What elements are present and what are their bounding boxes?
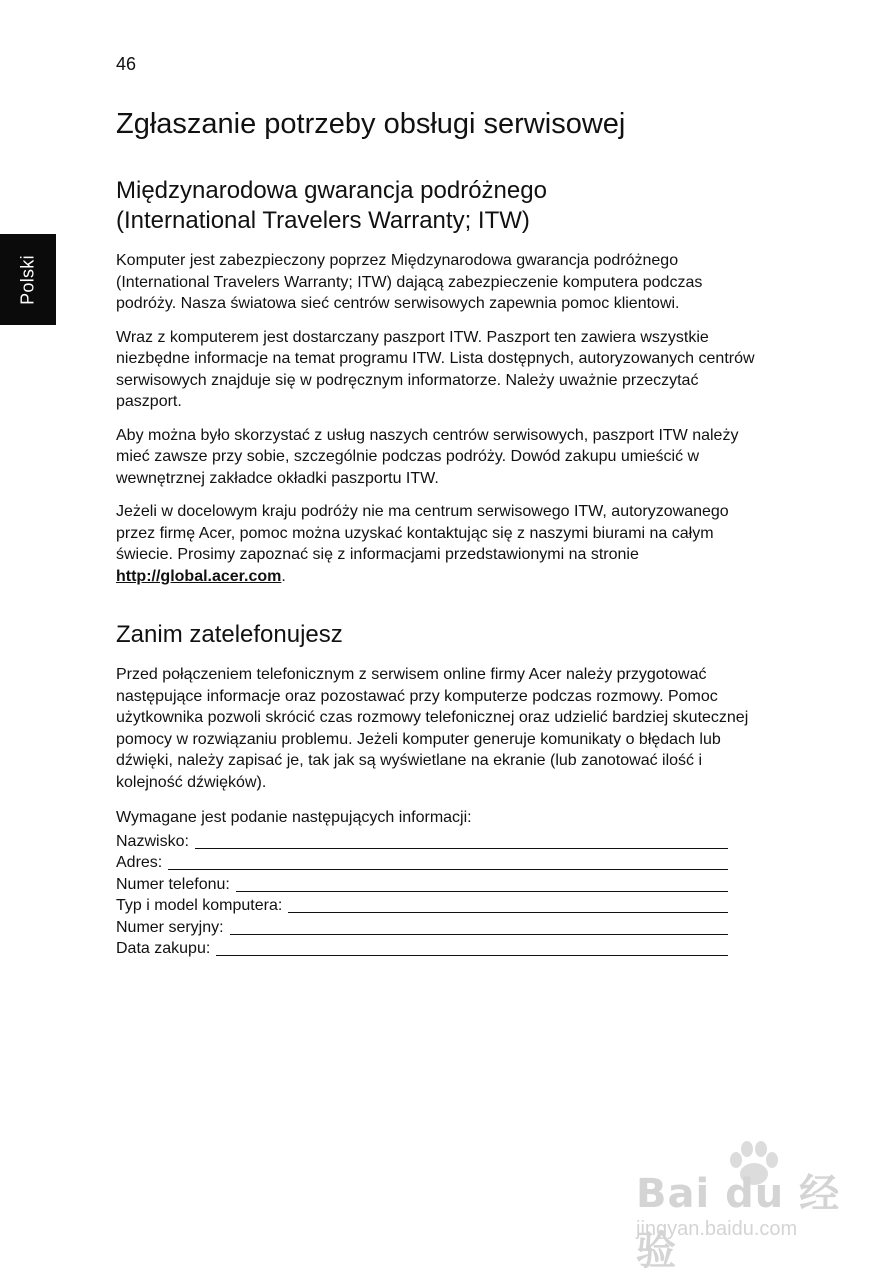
itw-heading-line2: (International Travelers Warranty; ITW) bbox=[116, 207, 530, 234]
itw-paragraph-3: Aby można było skorzystać z usług naszych centrów serwisowych, paszport ITW należy mieć zawsze przy sobie, szczególnie podczas podróży. Dowód zakupu umieścić w wewnętrznej zakładce okładki paszportu ITW. bbox=[116, 426, 739, 487]
form-label-name: Nazwisko: bbox=[116, 832, 189, 850]
info-form bbox=[116, 829, 728, 958]
itw-paragraph-2: Wraz z komputerem jest dostarczany paszport ITW. Paszport ten zawiera wszystkie niezbędne informacje na temat programu ITW. Lista dostępnych, autoryzowanych centrów serwisowych znajduje się w podręcznym informatorze. Należy uważnie przeczytać paszport. bbox=[116, 328, 755, 410]
before-call-body bbox=[116, 664, 756, 805]
form-label-address: Adres: bbox=[116, 854, 163, 871]
form-row-phone bbox=[116, 872, 728, 894]
form-line-address bbox=[168, 855, 728, 870]
itw-heading-line1: Międzynarodowa gwarancja podróżnego bbox=[116, 177, 547, 204]
form-line-name bbox=[195, 834, 728, 849]
form-line-phone bbox=[236, 877, 728, 892]
form-label-purchase-date: Data zakupu: bbox=[116, 940, 211, 957]
form-row-address bbox=[116, 851, 728, 873]
itw-paragraph-1: Komputer jest zabezpieczony poprzez Międzynarodowa gwarancja podróżnego (International Travelers Warranty; ITW) dającą zabezpieczenie komputera podczas podróży. Nasza światowa sieć centrów serwisowych zapewnia pomoc klientowi. bbox=[116, 252, 703, 312]
itw-paragraph-4-text: Jeżeli w docelowym kraju podróży nie ma centrum serwisowego ITW, autoryzowanego przez firmę Acer, pomoc można uzyskać kontaktując się z naszymi biurami na całym świecie. Prosimy zapoznać się z informacjami przedstawionymi na stronie bbox=[116, 503, 729, 563]
form-intro: Wymagane jest podanie następujących informacji: bbox=[116, 809, 472, 826]
form-row-serial bbox=[116, 915, 728, 937]
language-side-tab-label: Polski bbox=[17, 254, 38, 305]
itw-paragraph-4-suffix: . bbox=[281, 567, 286, 585]
language-side-tab bbox=[0, 234, 56, 325]
before-call-heading: Zanim zatelefonujesz bbox=[116, 621, 343, 648]
itw-heading bbox=[116, 176, 547, 236]
watermark-logo: Bai du 经验 bbox=[636, 1171, 841, 1274]
form-line-serial bbox=[230, 920, 728, 935]
form-label-model: Typ i model komputera: bbox=[116, 897, 283, 914]
form-line-model bbox=[288, 898, 728, 913]
itw-body bbox=[116, 250, 756, 599]
form-row-purchase-date bbox=[116, 937, 728, 959]
page-number: 46 bbox=[116, 54, 137, 74]
page-title: Zgłaszanie potrzeby obsługi serwisowej bbox=[116, 108, 626, 140]
form-row-model bbox=[116, 894, 728, 916]
baidu-watermark bbox=[636, 1140, 846, 1274]
watermark-url: jingyan.baidu.com bbox=[636, 1218, 798, 1240]
itw-paragraph-4 bbox=[116, 501, 756, 587]
form-row-name bbox=[116, 829, 728, 851]
form-line-purchase-date bbox=[216, 941, 728, 956]
acer-global-link[interactable]: http://global.acer.com bbox=[116, 567, 282, 585]
before-call-paragraph: Przed połączeniem telefonicznym z serwisem online firmy Acer należy przygotować następujące informacje oraz pozostawać przy komputerze podczas rozmowy. Pomoc użytkownika pozwoli skrócić czas rozmowy telefonicznej oraz udzielić bardziej skutecznej pomocy w rozwiązaniu problemu. Jeżeli komputer generuje komunikaty o błędach lub dźwięki, należy zapisać je, tak jak są wyświetlane na ekranie (lub zanotować ilość i kolejność dźwięków). bbox=[116, 666, 749, 791]
form-label-serial: Numer seryjny: bbox=[116, 918, 224, 936]
form-label-phone: Numer telefonu: bbox=[116, 875, 230, 893]
